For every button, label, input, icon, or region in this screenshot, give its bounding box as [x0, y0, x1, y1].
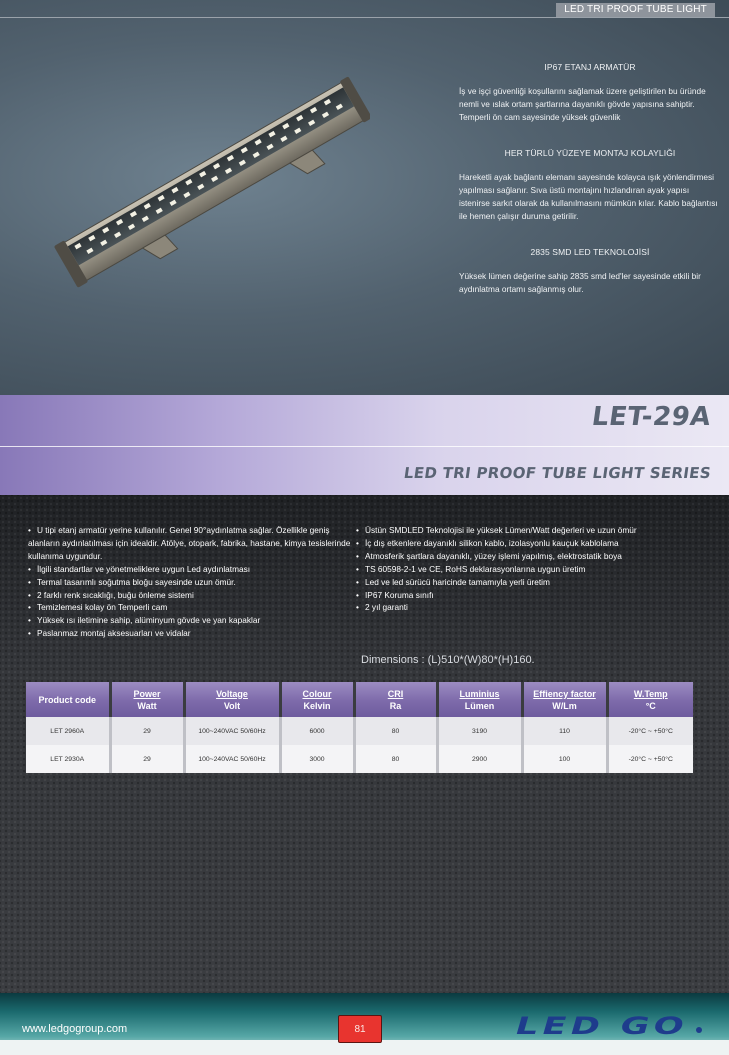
feature-item: • Atmosferik şartlara dayanıklı, yüzey işlemi yapılmış, elektrostatik boya	[356, 550, 622, 561]
cell-colour: 6000	[280, 717, 354, 745]
cell-voltage: 100~240VAC 50/60Hz	[184, 745, 280, 773]
feature-item: • Led ve led sürücü haricinde tamamıyla yerli üretim	[356, 576, 550, 587]
title-divider	[0, 446, 729, 447]
feature-item: • TS 60598-2-1 ve CE, RoHS deklarasyonlarına uygun üretim	[356, 563, 586, 574]
feature-item: • Temizlemesi kolay ön Temperli cam	[28, 602, 168, 613]
feature-item: • İlgili standartlar ve yönetmeliklere uygun Led aydınlatması	[28, 563, 251, 574]
model-title: LET-29A	[590, 402, 714, 432]
features-right-list	[356, 524, 716, 614]
header-tag: LED TRI PROOF TUBE LIGHT	[556, 3, 715, 17]
col-header-power: Power Watt	[110, 682, 184, 717]
hero-section	[0, 0, 729, 395]
feature-item: • Yüksek ısı iletimine sahip, alüminyum gövde ve yan kapaklar	[28, 615, 261, 626]
cell-cri: 80	[354, 717, 437, 745]
col-header-luminius: Luminius Lümen	[437, 682, 522, 717]
product-description	[459, 62, 721, 320]
feature-item: • IP67 Koruma sınıfı	[356, 589, 434, 600]
cell-wtemp: -20°C ~ +50°C	[607, 745, 693, 773]
product-image	[40, 70, 370, 300]
features-left-list	[28, 524, 358, 640]
cell-wtemp: -20°C ~ +50°C	[607, 717, 693, 745]
table-header-row	[26, 682, 693, 717]
cell-product-code: LET 2960A	[26, 717, 110, 745]
feature-item: • U tipi etanj armatür yerine kullanılır. Genel 90°aydınlatma sağlar. Özellikle geniş alanların aydınlatılması için idealdir. Atölye, otopark, fabrika, hastane, kimya tesislerinde kullanıma uygundur.	[28, 525, 351, 561]
series-title: LED TRI PROOF TUBE LIGHT SERIES	[402, 464, 713, 482]
header-rule	[0, 17, 729, 18]
dimensions-text: Dimensions : (L)510*(W)80*(H)160.	[361, 654, 535, 666]
feature-item: • Termal tasarımlı soğutma bloğu sayesinde uzun ömür.	[28, 576, 236, 587]
table-row	[26, 717, 693, 745]
website-link[interactable]: www.ledgogroup.com	[22, 1023, 128, 1035]
feature-item: • Üstün SMDLED Teknolojisi ile yüksek Lümen/Watt değerleri ve uzun ömür	[356, 525, 637, 535]
feature-item: • Paslanmaz montaj aksesuarları ve vidalar	[28, 628, 191, 639]
cell-efficiency: 100	[522, 745, 607, 773]
feature-item: • 2 yıl garanti	[356, 602, 408, 613]
desc-text-smd: Yüksek lümen değerine sahip 2835 smd led'ler sayesinde etkili bir aydınlatma ortamı sağlanmış olur.	[459, 271, 701, 294]
page-number: 81	[338, 1015, 382, 1043]
cell-efficiency: 110	[522, 717, 607, 745]
cell-cri: 80	[354, 745, 437, 773]
table-row	[26, 745, 693, 773]
col-header-product-code: Product code	[26, 682, 110, 717]
desc-heading-ip67: IP67 ETANJ ARMATÜR	[544, 62, 636, 72]
desc-heading-mounting: HER TÜRLÜ YÜZEYE MONTAJ KOLAYLIĞI	[504, 148, 676, 158]
cell-power: 29	[110, 745, 184, 773]
svg-text:LED GO: LED GO	[516, 1013, 688, 1037]
col-header-wtemp: W.Temp °C	[607, 682, 693, 717]
cell-lumen: 3190	[437, 717, 522, 745]
col-header-voltage: Voltage Volt	[184, 682, 280, 717]
desc-text-ip67: İş ve işçi güvenliği koşullarını sağlamak üzere geliştirilen bu üründe nemli ve ıslak ortam şartlarına dayanıklı gövde yapısına sahiptir. Temperli ön cam sayesinde yüksek güvenlik	[459, 86, 706, 122]
cell-power: 29	[110, 717, 184, 745]
spec-table	[26, 682, 693, 773]
col-header-cri: CRI Ra	[354, 682, 437, 717]
feature-item: • 2 farklı renk sıcaklığı, buğu önleme sistemi	[28, 589, 194, 600]
feature-item: • İç dış etkenlere dayanıklı silikon kablo, izolasyonlu kauçuk kablolama	[356, 537, 619, 548]
ledgo-logo	[516, 1013, 704, 1037]
col-header-colour: Colour Kelvin	[280, 682, 354, 717]
cell-colour: 3000	[280, 745, 354, 773]
desc-heading-smd: 2835 SMD LED TEKNOLOJİSİ	[530, 247, 650, 257]
col-header-efficiency: Effiency factor W/Lm	[522, 682, 607, 717]
desc-text-mounting: Hareketli ayak bağlantı elemanı sayesinde kolayca ışık yönlendirmesi yapılması sağlanır. Sıva üstü montajını hızlandıran ayak yapısı istenirse sarkıt olarak da kullanılmasını mümkün kılar. Kablo bağlantısı ile hemen çalışır duruma getirilir.	[459, 172, 718, 221]
cell-voltage: 100~240VAC 50/60Hz	[184, 717, 280, 745]
cell-product-code: LET 2930A	[26, 745, 110, 773]
cell-lumen: 2900	[437, 745, 522, 773]
